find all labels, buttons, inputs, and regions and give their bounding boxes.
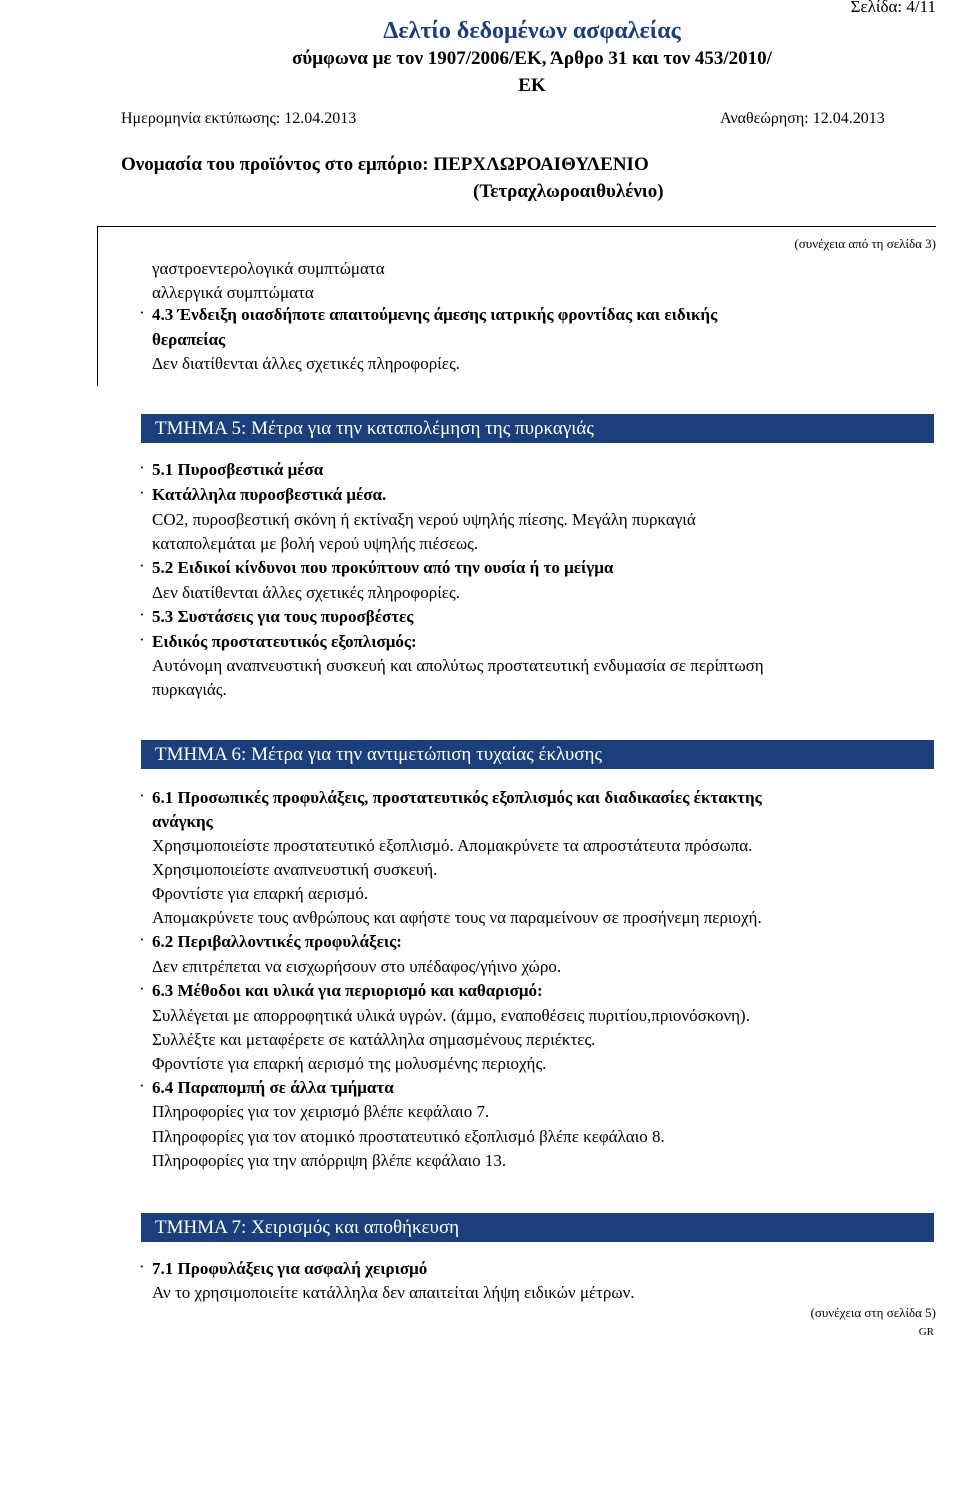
symptom-line-2: αλλεργικά συμπτώματα [152,283,314,302]
text-6-2: Δεν επιτρέπεται να εισχωρήσουν στο υπέδαφος/γήινο χώρο. [152,957,562,976]
text-suitable-media-2: καταπολεμάται με βολή νερού υψηλής πιέσεως. [152,534,479,553]
heading-4-3: 4.3 Ένδειξη οιασδήποτε απαιτούμενης άμεσης ιατρικής φροντίδας και ειδικής [152,305,718,324]
product-alt-name: (Τετραχλωροαιθυλένιο) [473,181,664,202]
section-7-title: ΤΜΗΜΑ 7: Χειρισμός και αποθήκευση [155,1217,460,1238]
page-number: Σελίδα: 4/11 [850,0,936,16]
heading-4-3-cont: θεραπείας [152,330,226,349]
bullet-dot: · [139,979,145,998]
text-6-3-line: Φροντίστε για επαρκή αερισμό της μολυσμένης περιοχής. [152,1054,547,1073]
document-subtitle-line2: ΕΚ [518,75,546,96]
bullet-dot: · [139,483,145,502]
section-6-title: ΤΜΗΜΑ 6: Μέτρα για την αντιμετώπιση τυχαίας έκλυσης [155,744,603,765]
text-6-4-line: Πληροφορίες για τον χειρισμό βλέπε κεφάλαιο 7. [152,1102,490,1121]
text-6-1-line: Χρησιμοποιείστε αναπνευστική συσκευή. [152,860,438,879]
heading-suitable-media: Κατάλληλα πυροσβεστικά μέσα. [152,485,387,504]
heading-protective-equipment: Ειδικός προστατευτικός εξοπλισμός: [152,632,417,651]
bullet-dot: · [139,303,145,322]
heading-5-3: 5.3 Συστάσεις για τους πυροσβέστες [152,607,414,626]
text-7-1: Αν το χρησιμοποιείτε κατάλληλα δεν απαιτείται λήψη ειδικών μέτρων. [152,1283,635,1302]
print-date: Ημερομηνία εκτύπωσης: 12.04.2013 [121,110,357,127]
document-subtitle: σύμφωνα με τον 1907/2006/ΕΚ, Άρθρο 31 και τον 453/2010/ [292,48,772,69]
heading-6-2: 6.2 Περιβαλλοντικές προφυλάξεις: [152,932,402,951]
text-6-4-line: Πληροφορίες για τον ατομικό προστατευτικό εξοπλισμό βλέπε κεφάλαιο 8. [152,1127,665,1146]
country-code: GR [918,1326,934,1338]
section-5-header [141,414,934,443]
section-5-title: ΤΜΗΜΑ 5: Μέτρα για την καταπολέμηση της πυρκαγιάς [155,418,594,439]
symptom-line-1: γαστροεντερολογικά συμπτώματα [152,259,385,278]
text-6-1-line: Χρησιμοποιείστε προστατευτικό εξοπλισμό. Απομακρύνετε τα απροστάτευτα πρόσωπα. [152,836,753,855]
text-6-1-line: Φροντίστε για επαρκή αερισμό. [152,884,369,903]
bullet-dot: · [139,1076,145,1095]
text-6-3-line: Συλλέξτε και μεταφέρετε σε κατάλληλα σημασμένους περιέκτες. [152,1030,596,1049]
text-4-3: Δεν διατίθενται άλλες σχετικές πληροφορίες. [152,354,460,373]
bullet-dot: · [139,786,145,805]
heading-5-2: 5.2 Ειδικοί κίνδυνοι που προκύπτουν από την ουσία ή το μείγμα [152,558,614,577]
heading-7-1: 7.1 Προφυλάξεις για ασφαλή χειρισμό [152,1259,428,1278]
bullet-dot: · [139,556,145,575]
section-6-header [141,740,934,769]
continued-from: (συνέχεια από τη σελίδα 3) [794,236,936,251]
bullet-dot: · [139,630,145,649]
continued-on: (συνέχεια στη σελίδα 5) [810,1305,936,1320]
product-name: Ονομασία του προϊόντος στο εμπόριο: ΠΕΡΧΛΩΡΟΑΙΘΥΛΕΝΙΟ [121,154,649,175]
text-6-3-line: Συλλέγεται με απορροφητικά υλικά υγρών. (άμμο, εναποθέσεις πυριτίου,πριονόσκονη). [152,1006,750,1025]
section-7-header [141,1213,934,1242]
text-suitable-media-1: CO2, πυροσβεστική σκόνη ή εκτίναξη νερού υψηλής πίεσης. Μεγάλη πυρκαγιά [152,510,696,529]
heading-6-1: 6.1 Προσωπικές προφυλάξεις, προστατευτικός εξοπλισμός και διαδικασίες έκτακτης [152,788,762,807]
heading-6-3: 6.3 Μέθοδοι και υλικά για περιορισμό και καθαρισμό: [152,981,543,1000]
bullet-dot: · [139,930,145,949]
document-title: Δελτίο δεδομένων ασφαλείας [383,18,681,44]
bullet-dot: · [139,1257,145,1276]
revision-date: Αναθεώρηση: 12.04.2013 [720,110,885,127]
heading-6-4: 6.4 Παραπομπή σε άλλα τμήματα [152,1078,394,1097]
heading-5-1: 5.1 Πυροσβεστικά μέσα [152,460,324,479]
text-protective-equipment-1: Αυτόνομη αναπνευστική συσκευή και απολύτως προστατευτική ενδυμασία σε περίπτωση [152,656,764,675]
text-6-1-line: Απομακρύνετε τους ανθρώπους και αφήστε τους να παραμείνουν σε προσήνεμη περιοχή. [152,908,762,927]
text-5-2: Δεν διατίθενται άλλες σχετικές πληροφορίες. [152,583,460,602]
text-6-4-line: Πληροφορίες για την απόρριψη βλέπε κεφάλαιο 13. [152,1151,507,1170]
text-protective-equipment-2: πυρκαγιάς. [152,680,227,699]
bullet-dot: · [139,605,145,624]
bullet-dot: · [139,458,145,477]
heading-6-1-cont: ανάγκης [152,812,213,831]
